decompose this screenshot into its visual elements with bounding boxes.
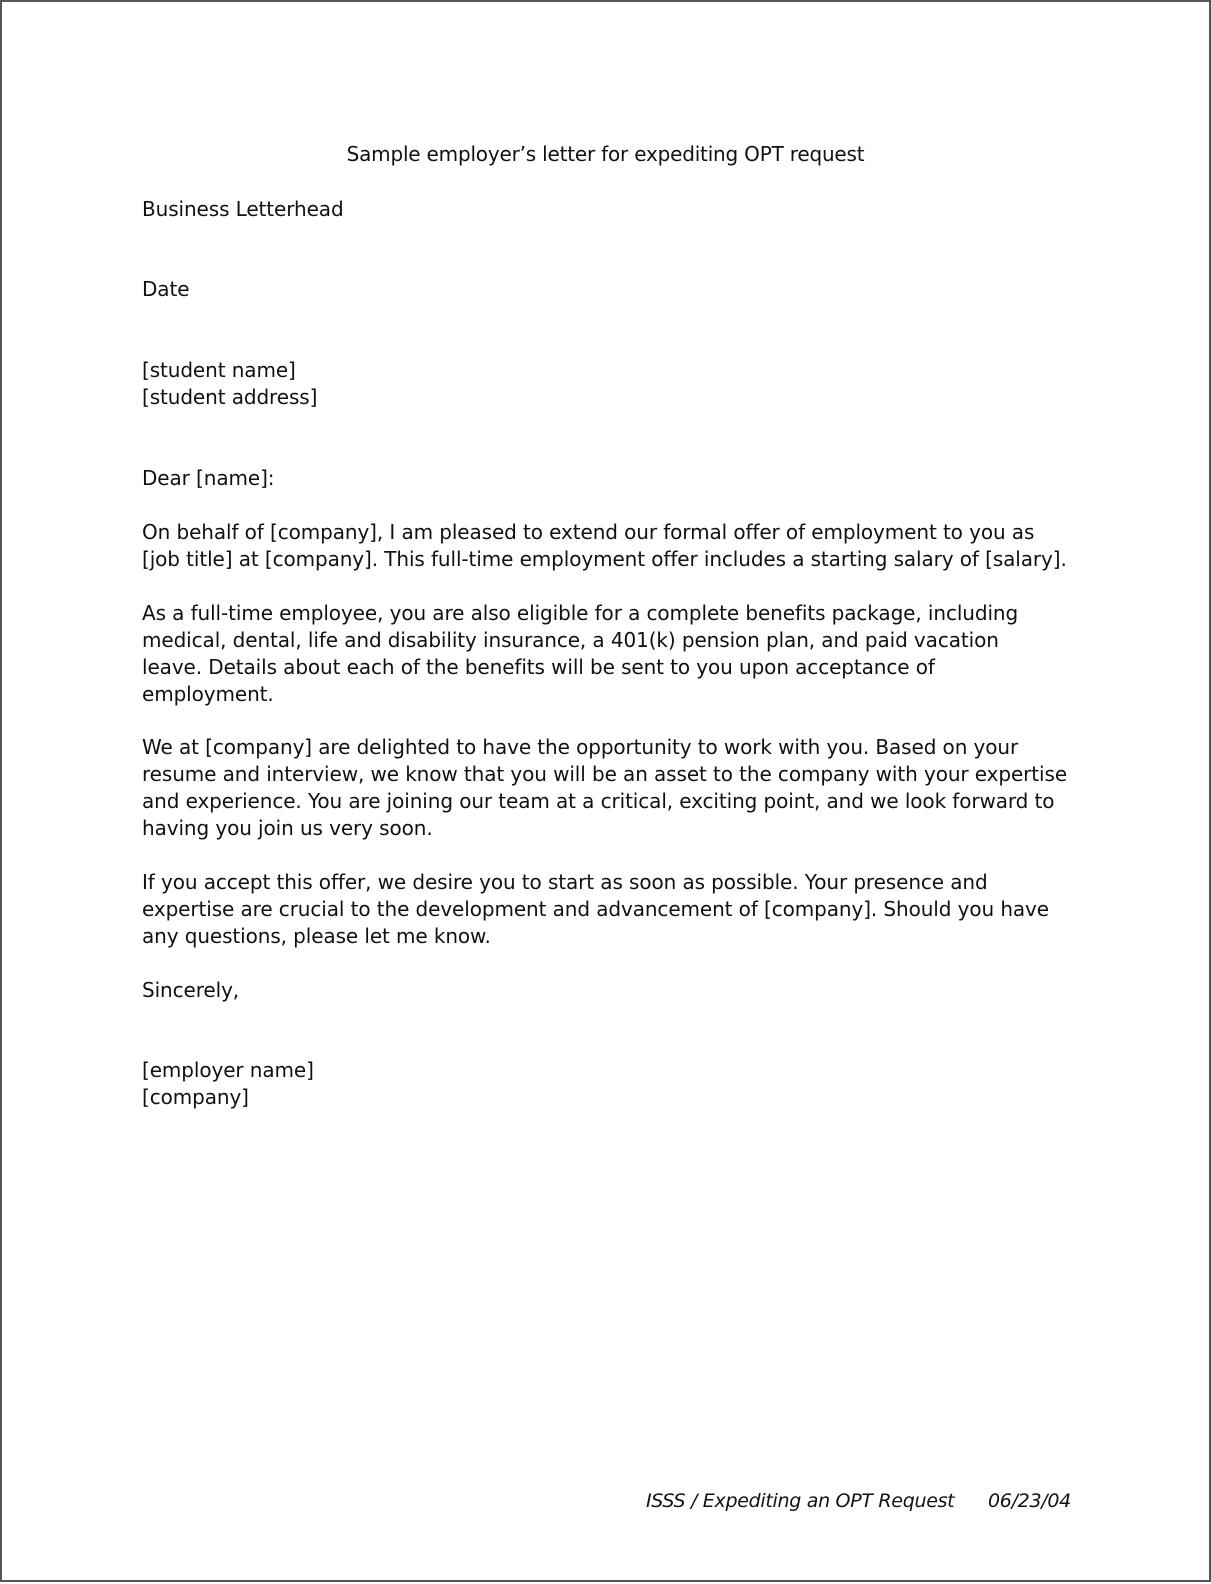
signature-company: [company] (142, 1085, 249, 1109)
paragraph-welcome: We at [company] are delighted to have the opportunity to work with you. Based on your resume and interview, we know that you will be an asset to the company with your expertise and experience. You are joining our team at a critical, exciting point, and we look forward to having you join us very soon. (142, 735, 1068, 840)
salutation: Dear [name]: (142, 466, 275, 490)
letterhead: Business Letterhead (142, 197, 344, 221)
paragraph-offer: On behalf of [company], I am pleased to extend our formal offer of employment to you as [job title] at [company]. This full-time employment offer includes a starting salary of [salary]. (142, 520, 1067, 571)
footer-label: ISSS / Expediting an OPT Request (646, 1490, 955, 1512)
footer-date: 06/23/04 (988, 1490, 1071, 1512)
date-line: Date (142, 277, 190, 301)
recipient-name: [student name] (142, 358, 296, 382)
closing: Sincerely, (142, 978, 240, 1002)
paragraph-start-date: If you accept this offer, we desire you to start as soon as possible. Your presence and expertise are crucial to the development and advancement of [company]. Should you have any questions, please let me know. (142, 870, 1049, 948)
signature-employer-name: [employer name] (142, 1058, 314, 1082)
document-title: Sample employer’s letter for expediting OPT request (346, 142, 865, 166)
recipient-address: [student address] (142, 385, 318, 409)
paragraph-benefits: As a full-time employee, you are also eligible for a complete benefits package, including medical, dental, life and disability insurance, a 401(k) pension plan, and paid vacation leave. Details about each of the benefits will be sent to you upon acceptance of employment. (142, 601, 1019, 706)
